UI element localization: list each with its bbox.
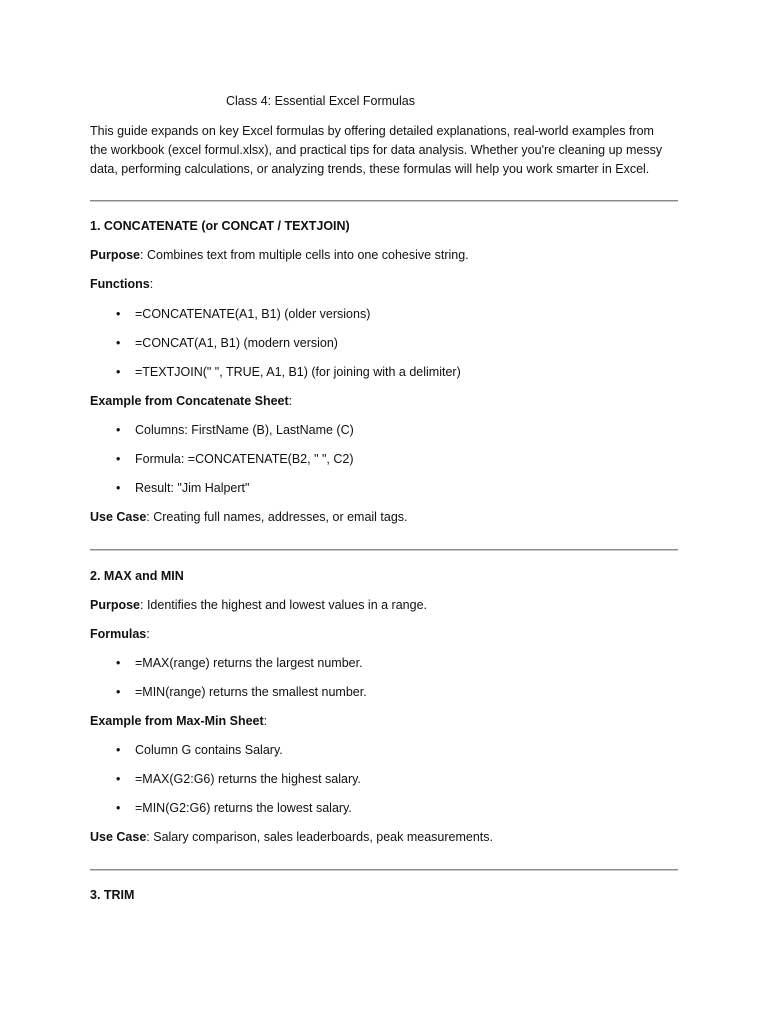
- bullet-icon: •: [116, 656, 121, 670]
- list-item: • Formula: =CONCATENATE(B2, " ", C2): [116, 452, 354, 466]
- intro-line: the workbook (excel formul.xlsx), and practical tips for data analysis. Whether you're cleaning up messy: [90, 143, 663, 157]
- list-item: • =TEXTJOIN(" ", TRUE, A1, B1) (for joining with a delimiter): [116, 365, 461, 379]
- bullet-icon: •: [116, 452, 121, 466]
- list-item: • Columns: FirstName (B), LastName (C): [116, 423, 354, 437]
- section-divider: [90, 549, 678, 551]
- list-item: • =MIN(G2:G6) returns the lowest salary.: [116, 801, 352, 815]
- bullet-icon: •: [116, 365, 121, 379]
- usecase-text: : Salary comparison, sales leaderboards, peak measurements.: [146, 830, 493, 844]
- formulas-line: Formulas:: [90, 627, 150, 641]
- bullet-icon: •: [116, 801, 121, 815]
- bullet-icon: •: [116, 423, 121, 437]
- list-item: • Result: "Jim Halpert": [116, 481, 250, 495]
- example-label: Example from Max-Min Sheet: [90, 714, 264, 728]
- list-item: • =CONCAT(A1, B1) (modern version): [116, 336, 338, 350]
- list-item: • =MAX(range) returns the largest number.: [116, 656, 363, 670]
- section-heading-max-min: 2. MAX and MIN: [90, 569, 184, 583]
- purpose-line: [90, 248, 469, 262]
- usecase-label: Use Case: [90, 830, 147, 844]
- usecase-text: : Creating full names, addresses, or email tags.: [146, 510, 408, 524]
- document-title: Class 4: Essential Excel Formulas: [226, 94, 415, 108]
- purpose-label: Purpose: [90, 248, 141, 262]
- purpose-text: : Combines text from multiple cells into one cohesive string.: [140, 248, 469, 262]
- example-label: Example from Concatenate Sheet: [90, 394, 289, 408]
- example-line: Example from Max-Min Sheet:: [90, 714, 268, 728]
- functions-label: Functions: [90, 277, 150, 291]
- purpose-line: [90, 598, 427, 612]
- bullet-icon: •: [116, 481, 121, 495]
- usecase-line: [90, 510, 408, 524]
- purpose-label: Purpose: [90, 598, 141, 612]
- section-heading-concatenate: 1. CONCATENATE (or CONCAT / TEXTJOIN): [90, 219, 350, 233]
- intro-line: data, performing calculations, or analyzing trends, these formulas will help you work smarter in Excel.: [90, 162, 650, 176]
- section-heading-trim: 3. TRIM: [90, 888, 135, 902]
- example-line: Example from Concatenate Sheet:: [90, 394, 293, 408]
- functions-line: Functions:: [90, 277, 154, 291]
- list-item: • =MAX(G2:G6) returns the highest salary.: [116, 772, 361, 786]
- usecase-label: Use Case: [90, 510, 147, 524]
- list-item: • Column G contains Salary.: [116, 743, 283, 757]
- bullet-icon: •: [116, 685, 121, 699]
- list-item: • =MIN(range) returns the smallest number.: [116, 685, 367, 699]
- bullet-icon: •: [116, 307, 121, 321]
- intro-line: This guide expands on key Excel formulas by offering detailed explanations, real-world examples from: [90, 124, 654, 138]
- formulas-label: Formulas: [90, 627, 147, 641]
- purpose-text: : Identifies the highest and lowest values in a range.: [140, 598, 428, 612]
- list-item: • =CONCATENATE(A1, B1) (older versions): [116, 307, 371, 321]
- section-divider: [90, 869, 678, 871]
- section-divider: [90, 200, 678, 202]
- bullet-icon: •: [116, 743, 121, 757]
- bullet-icon: •: [116, 336, 121, 350]
- bullet-icon: •: [116, 772, 121, 786]
- usecase-line: [90, 830, 493, 844]
- intro-paragraph: [90, 122, 690, 179]
